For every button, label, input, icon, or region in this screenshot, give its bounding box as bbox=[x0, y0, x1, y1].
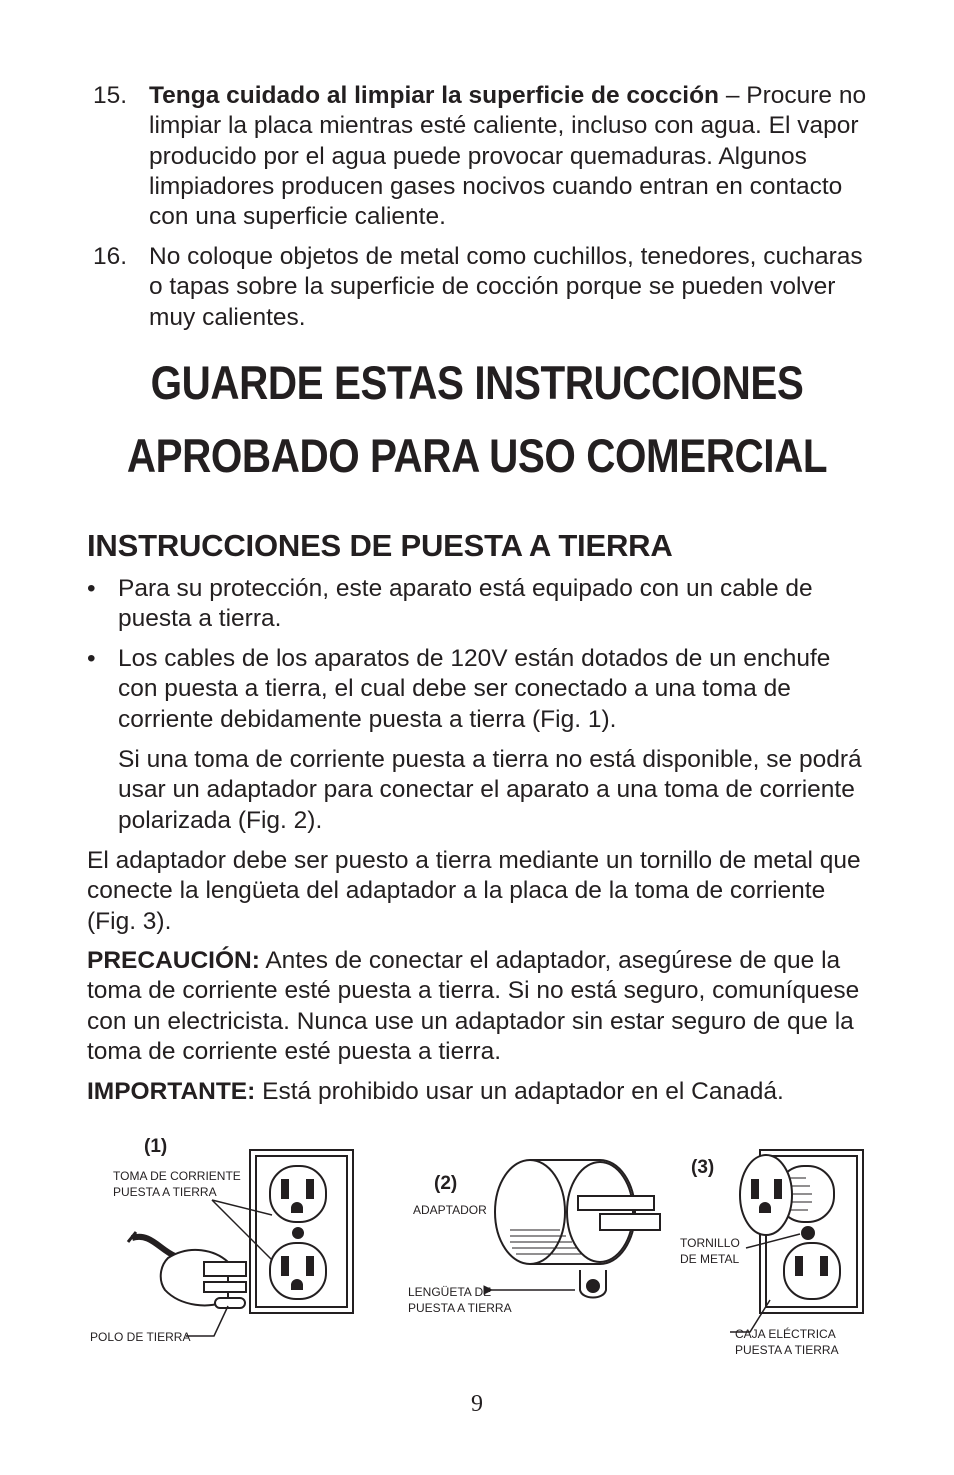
bullet-icon: • bbox=[87, 645, 96, 672]
fig3-outlet-plate bbox=[740, 1150, 863, 1313]
caution-text: Antes de conectar el adaptador, asegúrese de que la toma de corriente esté puesta a tierra. Si no está seguro, comuníquese con un electricista. Nunca use un adaptador sin estar seguro de que la toma de corriente esté puesta a tierra. bbox=[87, 947, 860, 1065]
item-bold-lead: Tenga cuidado al limpiar la superficie de cocción bbox=[149, 82, 720, 109]
fig1-outlet-plate bbox=[250, 1150, 353, 1313]
bullet-text: Los cables de los aparatos de 120V están dotados de un enchufe con puesta a tierra, el cual debe ser conectado a una toma de corriente debidamente puesta a tierra (Fig. 1). bbox=[118, 645, 831, 733]
fig3-label-screw bbox=[680, 1235, 740, 1267]
fig3-number: (3) bbox=[691, 1157, 715, 1178]
label-line: PUESTA A TIERRA bbox=[735, 1343, 839, 1357]
label-line: PUESTA A TIERRA bbox=[113, 1185, 217, 1199]
item-number: 16. bbox=[93, 243, 128, 270]
important-text: Está prohibido usar un adaptador en el Canadá. bbox=[255, 1078, 784, 1105]
fig2-adapter bbox=[495, 1160, 660, 1298]
label-line: TORNILLO bbox=[680, 1236, 740, 1250]
item-text: No coloque objetos de metal como cuchillos, tenedores, cucharas o tapas sobre la superficie de cocción porque se pueden volver muy calientes. bbox=[149, 243, 863, 331]
label-line: CAJA ELÉCTRICA bbox=[735, 1327, 836, 1341]
item-body: – Procure no limpiar la placa mientras esté caliente, incluso con agua. El vapor producido por el agua puede provocar quemaduras. Algunos limpiadores producen gases nocivos cuando entran en contacto con una superficie caliente. bbox=[149, 82, 867, 231]
important-label: IMPORTANTE: bbox=[87, 1078, 256, 1105]
label-line: DE METAL bbox=[680, 1252, 740, 1266]
label-line: TOMA DE CORRIENTE bbox=[113, 1169, 241, 1183]
fig2-label-adapter: ADAPTADOR bbox=[413, 1203, 487, 1217]
bullet-icon: • bbox=[87, 575, 96, 602]
fig2-number: (2) bbox=[434, 1173, 458, 1194]
caution-label: PRECAUCIÓN: bbox=[87, 947, 260, 974]
fig1-number: (1) bbox=[144, 1136, 168, 1157]
item-number: 15. bbox=[93, 82, 128, 109]
fig1-label-pole: POLO DE TIERRA bbox=[90, 1330, 191, 1344]
fig1-label-outlet bbox=[113, 1168, 241, 1200]
fig2-label-tab bbox=[408, 1284, 512, 1316]
section-title: INSTRUCCIONES DE PUESTA A TIERRA bbox=[87, 528, 673, 563]
fig3-label-box bbox=[735, 1326, 839, 1358]
heading-commercial-use: APROBADO PARA USO COMERCIAL bbox=[126, 429, 828, 482]
heading-save-instructions: GUARDE ESTAS INSTRUCCIONES bbox=[150, 356, 804, 409]
label-line: LENGÜETA DE bbox=[408, 1285, 492, 1299]
fig1-plug bbox=[128, 1232, 246, 1308]
paragraph-adapter: El adaptador debe ser puesto a tierra mediante un tornillo de metal que conecte la lengüeta del adaptador a la placa de la toma de corriente (Fig. 3). bbox=[87, 847, 861, 935]
page-number: 9 bbox=[471, 1391, 483, 1417]
label-line: PUESTA A TIERRA bbox=[408, 1301, 512, 1315]
bullet-text: Para su protección, este aparato está equipado con un cable de puesta a tierra. bbox=[118, 575, 813, 633]
bullet-text: Si una toma de corriente puesta a tierra no está disponible, se podrá usar un adaptador para conectar el aparato a una toma de corriente polarizada (Fig. 2). bbox=[118, 746, 862, 834]
